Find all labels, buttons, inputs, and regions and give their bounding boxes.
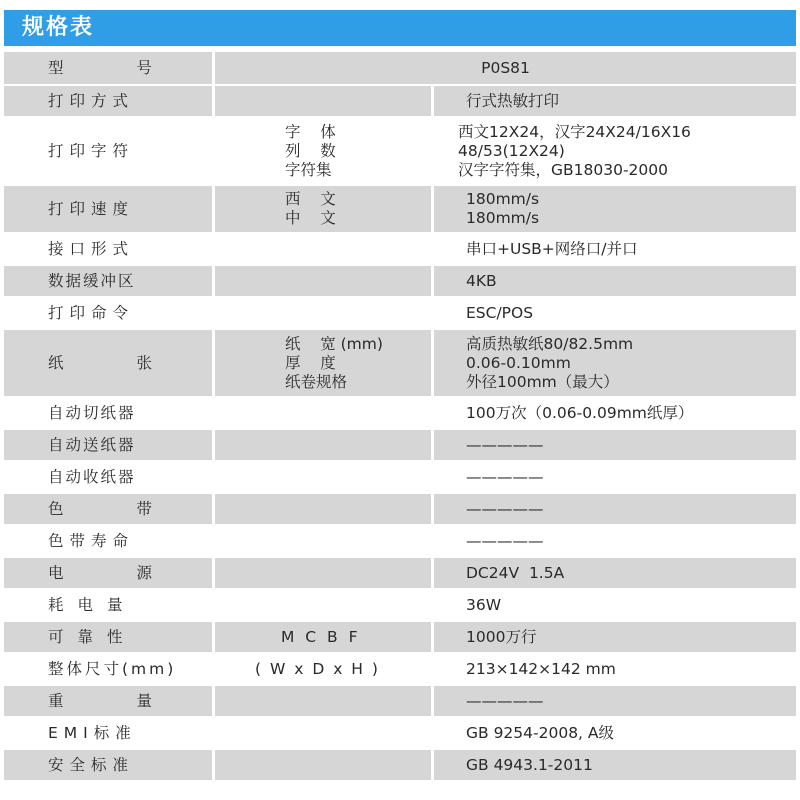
table-row — [4, 590, 796, 622]
table-row — [4, 558, 796, 590]
table-row — [4, 750, 796, 782]
row-sub — [215, 430, 434, 460]
row-sub — [215, 718, 434, 748]
table-row — [4, 186, 796, 234]
row-label: EMI标准 — [4, 718, 215, 748]
row-value: ————— — [434, 686, 796, 716]
row-label: 打印方式 — [4, 86, 215, 116]
row-value: 西文12X24，汉字24X24/16X16 48/53(12X24) 汉字字符集，GB18030-2000 — [434, 118, 796, 184]
table-row — [4, 298, 796, 330]
row-label: 自动送纸器 — [4, 430, 215, 460]
table-row — [4, 118, 796, 186]
table-row — [4, 718, 796, 750]
row-value: ————— — [434, 526, 796, 556]
row-sub — [215, 590, 434, 620]
row-label: 可靠性 — [4, 622, 215, 652]
row-label: 打印字符 — [4, 118, 215, 184]
row-value: GB 4943.1-2011 — [434, 750, 796, 780]
table-row — [4, 622, 796, 654]
row-sub — [215, 266, 434, 296]
row-value: 串口+USB+网络口/并口 — [434, 234, 796, 264]
table-row — [4, 526, 796, 558]
row-value: 行式热敏打印 — [434, 86, 796, 116]
table-row — [4, 398, 796, 430]
row-label: 重 量 — [4, 686, 215, 716]
row-sub — [215, 86, 434, 116]
row-value: 1000万行 — [434, 622, 796, 652]
table-row — [4, 430, 796, 462]
table-row — [4, 494, 796, 526]
row-sub: M C B F — [215, 622, 434, 652]
row-value: 213×142×142 mm — [434, 654, 796, 684]
row-value: ESC/POS — [434, 298, 796, 328]
row-label: 整体尺寸(mm) — [4, 654, 215, 684]
row-label: 打印速度 — [4, 186, 215, 232]
row-sub — [215, 558, 434, 588]
row-value: 36W — [434, 590, 796, 620]
row-label: 打印命令 — [4, 298, 215, 328]
table-row — [4, 654, 796, 686]
row-value: ————— — [434, 494, 796, 524]
row-sub — [215, 686, 434, 716]
row-sub — [215, 298, 434, 328]
table-row — [4, 330, 796, 398]
row-value: ————— — [434, 462, 796, 492]
row-sub — [215, 398, 434, 428]
table-row — [4, 86, 796, 118]
row-label: 纸 张 — [4, 330, 215, 396]
row-sub — [215, 234, 434, 264]
row-sub — [215, 526, 434, 556]
table-row — [4, 266, 796, 298]
row-label: 色带寿命 — [4, 526, 215, 556]
row-sub — [215, 750, 434, 780]
row-label: 耗电量 — [4, 590, 215, 620]
table-row — [4, 462, 796, 494]
row-value: 4KB — [434, 266, 796, 296]
row-label: 数据缓冲区 — [4, 266, 215, 296]
row-label: 安全标准 — [4, 750, 215, 780]
row-value: DC24V 1.5A — [434, 558, 796, 588]
model-value: P0S81 — [215, 52, 796, 84]
row-sub: ( W x D x H ) — [215, 654, 434, 684]
spec-table-title: 规格表 — [4, 10, 796, 46]
spec-table — [4, 52, 796, 782]
row-label: 接口形式 — [4, 234, 215, 264]
table-row — [4, 52, 796, 86]
row-value: 100万次（0.06-0.09mm纸厚） — [434, 398, 796, 428]
row-sub — [215, 494, 434, 524]
table-row — [4, 686, 796, 718]
row-label: 型 号 — [4, 52, 215, 84]
row-sub: 西 文 中 文 — [215, 186, 434, 232]
row-sub — [215, 462, 434, 492]
table-row — [4, 234, 796, 266]
row-sub: 纸 宽 (mm) 厚 度 纸卷规格 — [215, 330, 434, 396]
row-value: ————— — [434, 430, 796, 460]
row-label: 自动切纸器 — [4, 398, 215, 428]
row-label: 色 带 — [4, 494, 215, 524]
row-value: GB 9254-2008, A级 — [434, 718, 796, 748]
row-label: 电 源 — [4, 558, 215, 588]
row-sub: 字 体 列 数 字符集 — [215, 118, 434, 184]
row-label: 自动收纸器 — [4, 462, 215, 492]
row-value: 高质热敏纸80/82.5mm 0.06-0.10mm 外径100mm（最大） — [434, 330, 796, 396]
row-value: 180mm/s 180mm/s — [434, 186, 796, 232]
